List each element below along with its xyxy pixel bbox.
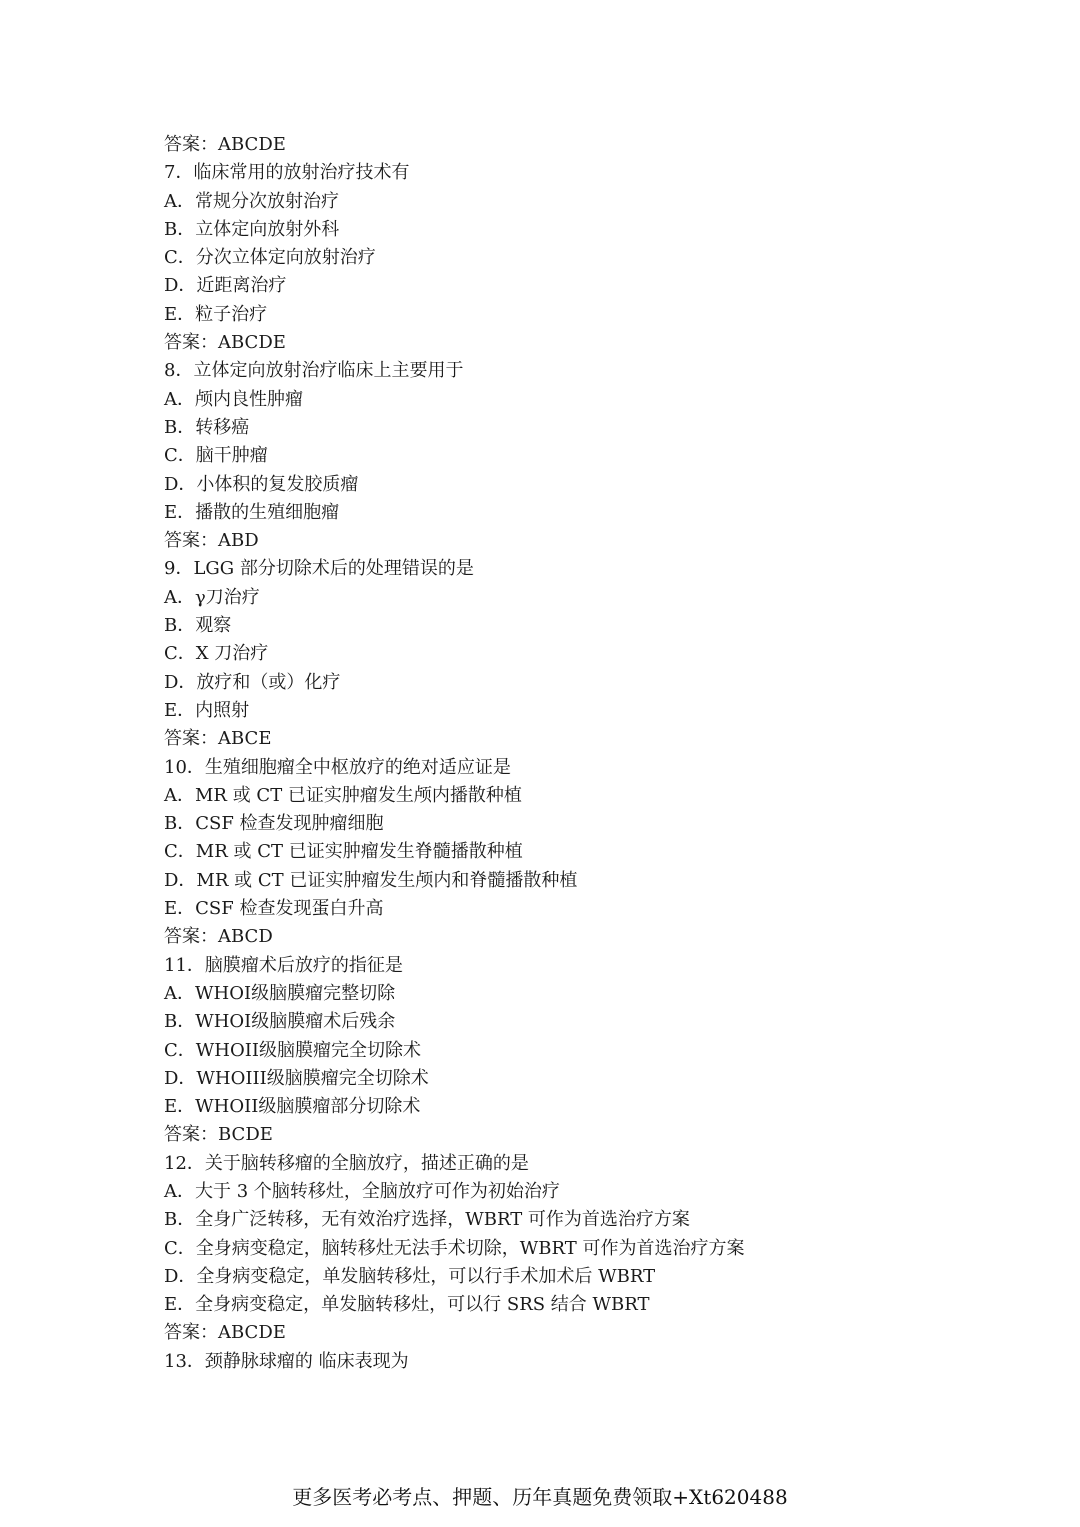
- option-line: D．近距离治疗: [164, 275, 287, 297]
- option-line: E．全身病变稳定，单发脑转移灶，可以行 SRS 结合 WBRT: [164, 1294, 650, 1316]
- option-line: A．γ刀治疗: [164, 586, 260, 608]
- question-line: 12．关于脑转移瘤的全脑放疗，描述正确的是: [164, 1152, 529, 1174]
- option-line: E．WHOII级脑膜瘤部分切除术: [164, 1096, 421, 1118]
- answer-line: 答案：ABD: [164, 530, 259, 552]
- option-line: E．CSF 检查发现蛋白升高: [164, 898, 384, 920]
- option-line: A．颅内良性肿瘤: [164, 388, 303, 410]
- option-line: C．WHOII级脑膜瘤完全切除术: [164, 1039, 421, 1061]
- option-line: B．全身广泛转移，无有效治疗选择，WBRT 可作为首选治疗方案: [164, 1209, 690, 1231]
- option-line: B．转移癌: [164, 416, 250, 438]
- document-body: [164, 131, 1024, 1376]
- question-line: 13．颈静脉球瘤的 临床表现为: [164, 1350, 409, 1372]
- option-line: D．MR 或 CT 已证实肿瘤发生颅内和脊髓播散种植: [164, 869, 578, 891]
- option-line: D．小体积的复发胶质瘤: [164, 473, 359, 495]
- option-line: A．大于 3 个脑转移灶，全脑放疗可作为初始治疗: [164, 1180, 560, 1202]
- option-line: C．全身病变稳定，脑转移灶无法手术切除，WBRT 可作为首选治疗方案: [164, 1237, 745, 1259]
- option-line: B．观察: [164, 615, 232, 637]
- answer-line: 答案：ABCD: [164, 926, 273, 948]
- option-line: D．WHOIII级脑膜瘤完全切除术: [164, 1067, 429, 1089]
- option-line: A．常规分次放射治疗: [164, 190, 339, 212]
- answer-line: 答案：ABCDE: [164, 1322, 286, 1344]
- answer-line: 答案：ABCDE: [164, 332, 286, 354]
- answer-line: 答案：ABCE: [164, 728, 272, 750]
- question-line: 10．生殖细胞瘤全中枢放疗的绝对适应证是: [164, 756, 511, 778]
- option-line: D．全身病变稳定，单发脑转移灶，可以行手术加术后 WBRT: [164, 1265, 656, 1287]
- answer-line: 答案：ABCDE: [164, 134, 286, 155]
- option-line: E．内照射: [164, 699, 250, 721]
- option-line: E．播散的生殖细胞瘤: [164, 501, 340, 523]
- answer-line: 答案：BCDE: [164, 1124, 273, 1146]
- question-line: 9．LGG 部分切除术后的处理错误的是: [164, 558, 474, 580]
- question-line: 11．脑膜瘤术后放疗的指征是: [164, 954, 403, 976]
- option-line: A．MR 或 CT 已证实肿瘤发生颅内播散种植: [164, 784, 522, 806]
- option-line: C．X 刀治疗: [164, 643, 269, 665]
- option-line: E．粒子治疗: [164, 303, 268, 325]
- option-line: B．WHOI级脑膜瘤术后残余: [164, 1011, 396, 1033]
- option-line: B．CSF 检查发现肿瘤细胞: [164, 813, 384, 835]
- option-line: A．WHOI级脑膜瘤完整切除: [164, 982, 396, 1004]
- option-line: D．放疗和（或）化疗: [164, 671, 341, 693]
- option-line: C．分次立体定向放射治疗: [164, 247, 376, 269]
- option-line: B．立体定向放射外科: [164, 218, 340, 240]
- question-line: 7．临床常用的放射治疗技术有: [164, 162, 410, 184]
- footer-promo-text: 更多医考必考点、押题、历年真题免费领取+Xt620488: [292, 1485, 788, 1509]
- option-line: C．MR 或 CT 已证实肿瘤发生脊髓播散种植: [164, 841, 523, 863]
- option-line: C．脑干肿瘤: [164, 445, 268, 467]
- question-line: 8．立体定向放射治疗临床上主要用于: [164, 360, 464, 382]
